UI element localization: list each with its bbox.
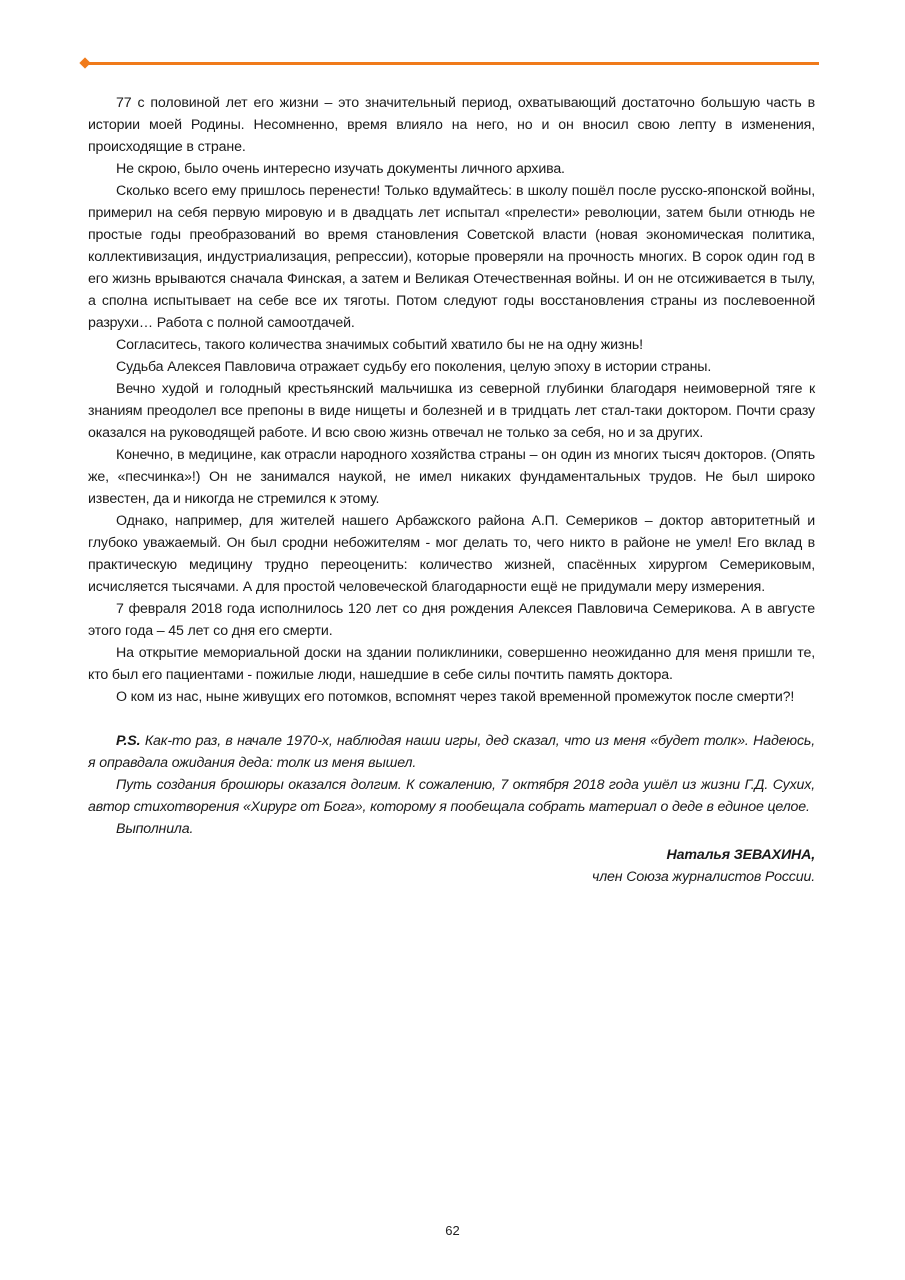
paragraph: На открытие мемориальной доски на здании поликлиники, совершенно неожиданно для меня пришли те, кто был его пациентами - пожилые люди, нашедшие в себе силы почтить память доктора. xyxy=(88,645,815,683)
paragraph: Согласитесь, такого количества значимых событий хватило бы не на одну жизнь! xyxy=(116,337,643,353)
postscript-paragraph-2: Путь создания брошюры оказался долгим. К сожалению, 7 октября 2018 года ушёл из жизни Г.Д. Сухих, автор стихотворения «Хирург от Бога», которому я пообещала собрать материал о деде в единое целое. xyxy=(88,777,815,815)
article-body xyxy=(88,92,815,888)
paragraph: 77 с половиной лет его жизни – это значительный период, охватывающий достаточно большую часть в истории моей Родины. Несомненно, время влияло на него, но и он вносил свою лепту в изменения, происходящие в стране. xyxy=(88,95,815,155)
header-diamond-ornament xyxy=(79,57,90,68)
postscript-text: Как-то раз, в начале 1970-х, наблюдая наши игры, дед сказал, что из меня «будет толк». Надеюсь, я оправдала ожидания деда: толк из меня вышел. xyxy=(88,733,815,771)
page-number: 62 xyxy=(445,1223,460,1238)
author-title: член Союза журналистов России. xyxy=(592,869,815,885)
header-rule xyxy=(86,62,819,65)
paragraph: Однако, например, для жителей нашего Арбажского района А.П. Семериков – доктор авторитетный и глубоко уважаемый. Он был сродни небожителям - мог делать то, чего никто в районе не умел! Его вклад в практическую медицину трудно переоценить: количество жизней, спасённых хирургом Семериковым, исчисляется тысячами. А для простой человеческой благодарности ещё не придумали меру измерения. xyxy=(88,513,815,595)
paragraph: Не скрою, было очень интересно изучать документы личного архива. xyxy=(116,161,565,177)
postscript-label: P.S. xyxy=(116,733,141,749)
author-name: Наталья ЗЕВАХИНА, xyxy=(666,847,815,863)
paragraph: Конечно, в медицине, как отрасли народного хозяйства страны – он один из многих тысяч докторов. (Опять же, «песчинка»!) Он не занимался наукой, не имел никаких фундаментальных трудов. Не был широко известен, да и никогда не стремился к этому. xyxy=(88,447,815,507)
paragraph: О ком из нас, ныне живущих его потомков, вспомнят через такой временной промежуток после смерти?! xyxy=(116,689,795,705)
completed-by-label: Выполнила. xyxy=(116,821,194,837)
paragraph: Сколько всего ему пришлось перенести! Только вдумайтесь: в школу пошёл после русско-японской войны, примерил на себя первую мировую и в двадцать лет испытал «прелести» революции, затем были отнюдь не простые годы преобразований во время становления Советской власти (новая экономическая политика, коллективизация, индустриализация, репрессии), которые проверяли на прочность многих. В сорок один год в его жизнь врываются сначала Финская, а затем и Великая Отечественная войны. И он не отсиживается в тылу, а сполна испытывает на себе все их тяготы. Потом следуют годы восстановления страны из послевоенной разрухи… Работа с полной самоотдачей. xyxy=(88,183,815,331)
paragraph: Вечно худой и голодный крестьянский мальчишка из северной глубинки благодаря неимоверной тяге к знаниям преодолел все препоны в виде нищеты и болезней и в тридцать лет стал-таки доктором. Почти сразу оказался на руководящей работе. И всю свою жизнь отвечал не только за себя, но и за других. xyxy=(88,381,815,441)
paragraph: 7 февраля 2018 года исполнилось 120 лет со дня рождения Алексея Павловича Семерикова. А в августе этого года – 45 лет со дня его смерти. xyxy=(88,601,815,639)
paragraph: Судьба Алексея Павловича отражает судьбу его поколения, целую эпоху в истории страны. xyxy=(116,359,712,375)
postscript-paragraph xyxy=(88,730,815,774)
